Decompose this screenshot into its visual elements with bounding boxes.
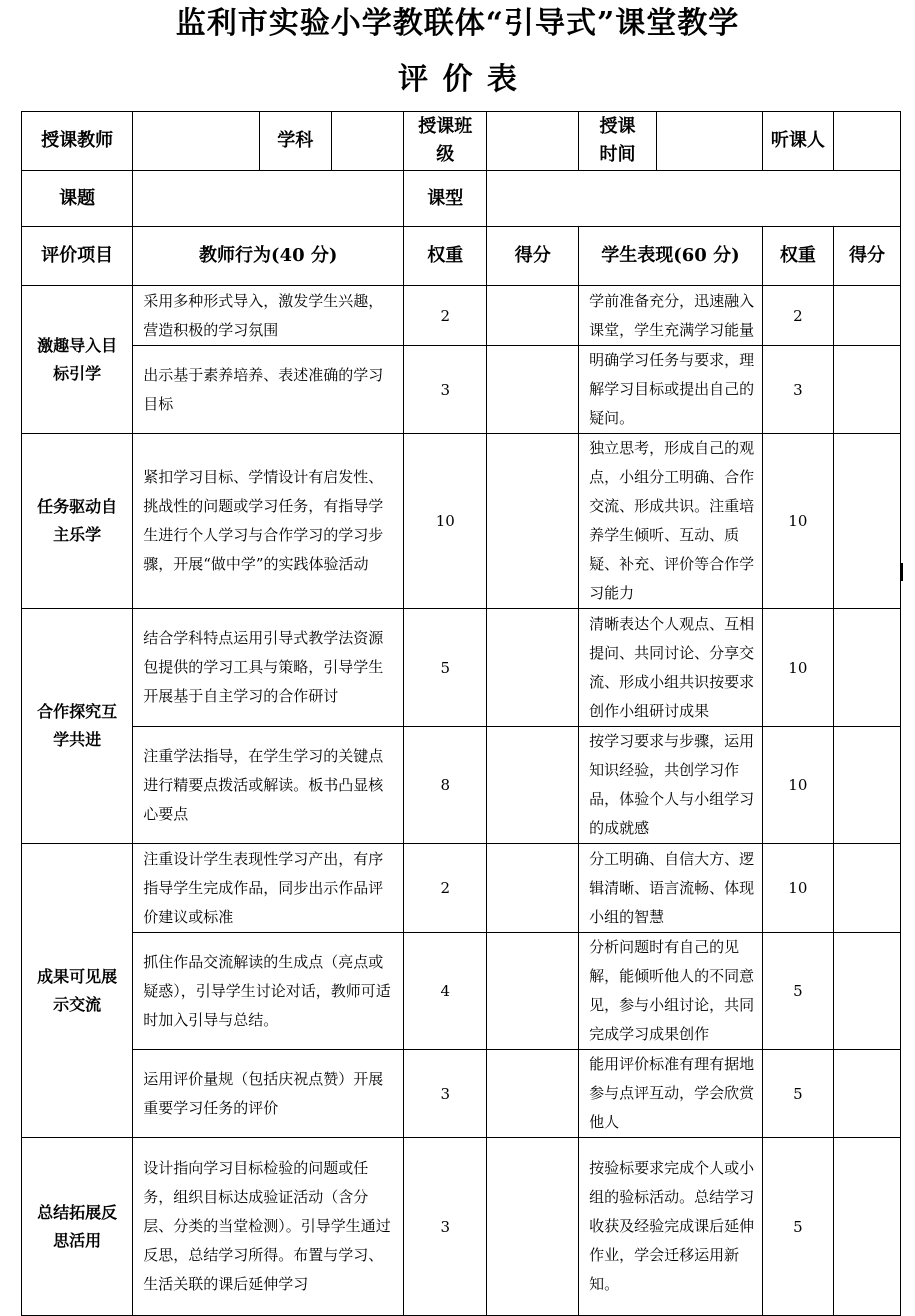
teacher-behavior-cell: 抓住作品交流解读的生成点（亮点或疑惑），引导学生讨论对话，教师可适时加入引导与总结。 xyxy=(133,933,404,1050)
student-performance-cell: 能用评价标准有理有据地参与点评互动，学会欣赏他人 xyxy=(579,1050,763,1138)
student-weight-cell: 5 xyxy=(762,1138,833,1316)
student-performance-cell: 学前准备充分，迅速融入课堂，学生充满学习能量 xyxy=(579,286,763,346)
table-row xyxy=(22,727,901,844)
header-weight-student: 权重 xyxy=(762,227,833,286)
teacher-weight-cell: 10 xyxy=(404,434,487,609)
student-score-cell[interactable] xyxy=(833,434,900,609)
type-value-cell[interactable] xyxy=(487,171,901,227)
teacher-behavior-cell: 运用评价量规（包括庆祝点赞）开展重要学习任务的评价 xyxy=(133,1050,404,1138)
student-performance-cell: 分析问题时有自己的见解，能倾听他人的不同意见，参与小组讨论，共同完成学习成果创作 xyxy=(579,933,763,1050)
category-cell: 合作探究互学共进 xyxy=(22,609,133,844)
student-performance-cell: 明确学习任务与要求，理解学习目标或提出自己的疑问。 xyxy=(579,346,763,434)
student-score-cell[interactable] xyxy=(833,933,900,1050)
category-cell: 激趣导入目标引学 xyxy=(22,286,133,434)
student-score-cell[interactable] xyxy=(833,346,900,434)
student-weight-cell: 2 xyxy=(762,286,833,346)
table-row xyxy=(22,434,901,609)
teacher-score-cell[interactable] xyxy=(487,727,579,844)
header-score-student: 得分 xyxy=(833,227,900,286)
teacher-weight-cell: 4 xyxy=(404,933,487,1050)
teacher-weight-cell: 2 xyxy=(404,844,487,933)
subject-label: 学科 xyxy=(259,112,331,171)
teacher-weight-cell: 3 xyxy=(404,1138,487,1316)
header-weight-teacher: 权重 xyxy=(404,227,487,286)
class-value-cell[interactable] xyxy=(487,112,579,171)
page-subtitle: 评 价 表 xyxy=(398,62,517,97)
teacher-score-cell[interactable] xyxy=(487,844,579,933)
student-score-cell[interactable] xyxy=(833,286,900,346)
teacher-score-cell[interactable] xyxy=(487,1138,579,1316)
student-performance-cell: 按学习要求与步骤，运用知识经验，共创学习作品，体验个人与小组学习的成就感 xyxy=(579,727,763,844)
teacher-value-cell[interactable] xyxy=(133,112,259,171)
header-teacher: 教师行为(40 分) xyxy=(133,227,404,286)
teacher-score-cell[interactable] xyxy=(487,434,579,609)
student-weight-cell: 10 xyxy=(762,844,833,933)
time-value-cell[interactable] xyxy=(656,112,762,171)
teacher-weight-cell: 3 xyxy=(404,346,487,434)
listener-value-cell[interactable] xyxy=(833,112,900,171)
teacher-behavior-cell: 设计指向学习目标检验的问题或任务，组织目标达成验证活动（含分层、分类的当堂检测）。引导学生通过反思，总结学习所得。布置与学习、生活关联的课后延伸学习 xyxy=(133,1138,404,1316)
student-performance-cell: 分工明确、自信大方、逻辑清晰、语言流畅、体现小组的智慧 xyxy=(579,844,763,933)
table-row xyxy=(22,1050,901,1138)
teacher-weight-cell: 8 xyxy=(404,727,487,844)
page-title: 监利市实验小学教联体“引导式”课堂教学 xyxy=(175,6,740,41)
class-label: 授课班级 xyxy=(404,112,487,171)
header-item: 评价项目 xyxy=(22,227,133,286)
teacher-behavior-cell: 出示基于素养培养、表述准确的学习目标 xyxy=(133,346,404,434)
table-row xyxy=(22,1138,901,1316)
listener-label: 听课人 xyxy=(762,112,833,171)
student-score-cell[interactable] xyxy=(833,1050,900,1138)
text-cursor xyxy=(901,563,903,581)
teacher-weight-cell: 3 xyxy=(404,1050,487,1138)
table-row xyxy=(22,609,901,727)
teacher-label: 授课教师 xyxy=(22,112,133,171)
teacher-score-cell[interactable] xyxy=(487,1050,579,1138)
teacher-behavior-cell: 紧扣学习目标、学情设计有启发性、挑战性的问题或学习任务，有指导学生进行个人学习与合作学习的学习步骤，开展“做中学”的实践体验活动 xyxy=(133,434,404,609)
header-row xyxy=(22,227,901,286)
student-performance-cell: 清晰表达个人观点、互相提问、共同讨论、分享交流、形成小组共识按要求创作小组研讨成果 xyxy=(579,609,763,727)
teacher-behavior-cell: 注重设计学生表现性学习产出，有序指导学生完成作品，同步出示作品评价建议或标准 xyxy=(133,844,404,933)
teacher-weight-cell: 2 xyxy=(404,286,487,346)
teacher-behavior-cell: 注重学法指导，在学生学习的关键点进行精要点拨活或解读。板书凸显核心要点 xyxy=(133,727,404,844)
table-row xyxy=(22,286,901,346)
student-score-cell[interactable] xyxy=(833,1138,900,1316)
teacher-score-cell[interactable] xyxy=(487,346,579,434)
student-score-cell[interactable] xyxy=(833,844,900,933)
topic-label: 课题 xyxy=(22,171,133,227)
teacher-behavior-cell: 采用多种形式导入，激发学生兴趣，营造积极的学习氛围 xyxy=(133,286,404,346)
student-score-cell[interactable] xyxy=(833,609,900,727)
student-weight-cell: 3 xyxy=(762,346,833,434)
teacher-score-cell[interactable] xyxy=(487,933,579,1050)
student-score-cell[interactable] xyxy=(833,727,900,844)
teacher-behavior-cell: 结合学科特点运用引导式教学法资源包提供的学习工具与策略，引导学生开展基于自主学习的合作研讨 xyxy=(133,609,404,727)
category-cell: 成果可见展示交流 xyxy=(22,844,133,1138)
header-score-teacher: 得分 xyxy=(487,227,579,286)
student-weight-cell: 5 xyxy=(762,933,833,1050)
student-weight-cell: 5 xyxy=(762,1050,833,1138)
category-cell: 总结拓展反思活用 xyxy=(22,1138,133,1316)
table-row xyxy=(22,844,901,933)
student-weight-cell: 10 xyxy=(762,727,833,844)
teacher-weight-cell: 5 xyxy=(404,609,487,727)
info-row-topic xyxy=(22,171,901,227)
table-row xyxy=(22,933,901,1050)
student-performance-cell: 独立思考，形成自己的观点，小组分工明确、合作交流、形成共识。注重培养学生倾听、互动、质疑、补充、评价等合作学习能力 xyxy=(579,434,763,609)
table-row xyxy=(22,346,901,434)
student-weight-cell: 10 xyxy=(762,434,833,609)
info-row-teacher xyxy=(22,112,901,171)
teacher-score-cell[interactable] xyxy=(487,609,579,727)
time-label: 授课时间 xyxy=(579,112,657,171)
type-label: 课型 xyxy=(404,171,487,227)
student-weight-cell: 10 xyxy=(762,609,833,727)
topic-value-cell[interactable] xyxy=(133,171,404,227)
category-cell: 任务驱动自主乐学 xyxy=(22,434,133,609)
header-student: 学生表现(60 分) xyxy=(579,227,763,286)
student-performance-cell: 按验标要求完成个人或小组的验标活动。总结学习收获及经验完成课后延伸作业，学会迁移运用新知。 xyxy=(579,1138,763,1316)
teacher-score-cell[interactable] xyxy=(487,286,579,346)
subject-value-cell[interactable] xyxy=(331,112,403,171)
evaluation-table xyxy=(21,111,901,1316)
